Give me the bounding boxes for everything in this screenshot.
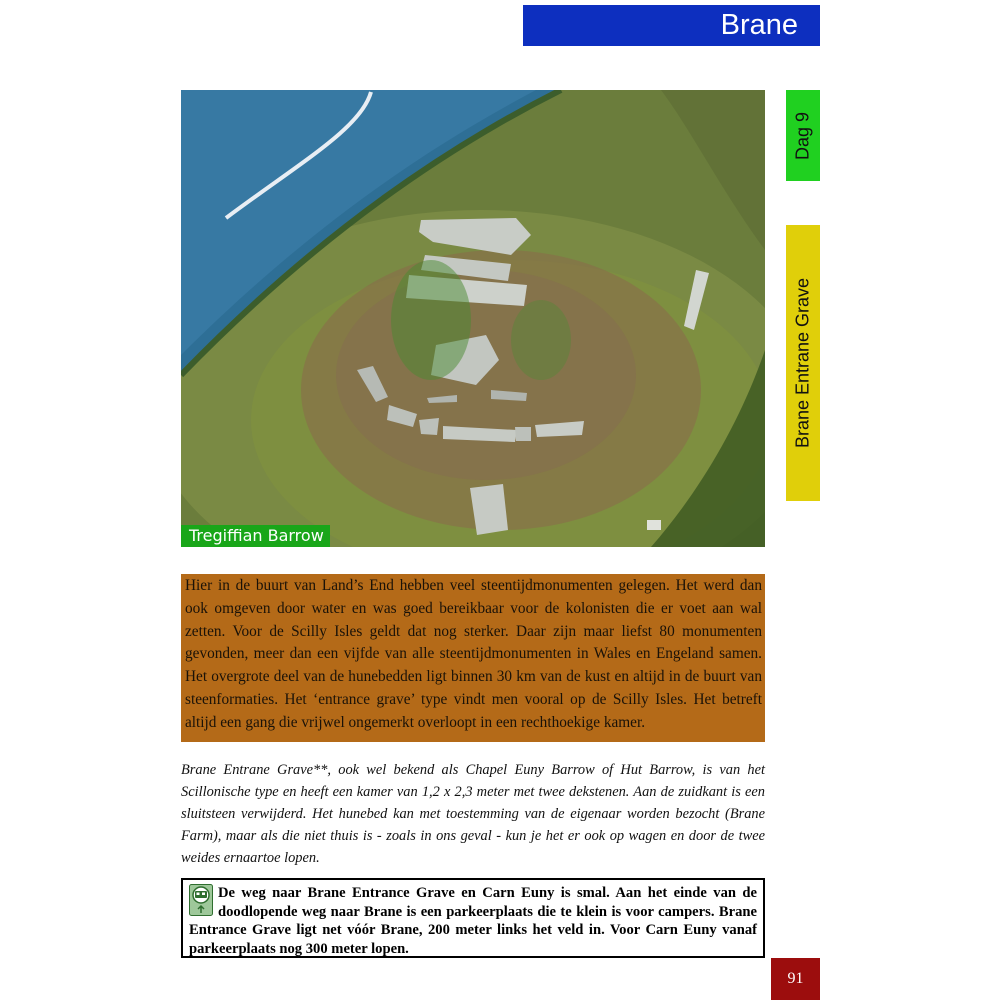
page-title: Brane: [720, 9, 798, 41]
topic-tab: [786, 225, 820, 501]
page-header: [523, 5, 820, 46]
parking-notice: [181, 878, 765, 958]
photo-caption: Tregiffian Barrow: [181, 525, 330, 547]
body-paragraph: Brane Entrane Grave**, ook wel bekend als Chapel Euny Barrow of Hut Barrow, is van het Scillonische type en heeft een kamer van 1,2 x 2,3 meter met twee dekstenen. Aan de zuidkant is een sluitsteen verwijderd. Het hunebed kan met toestemming van de eigenaar worden bezocht (Brane Farm), maar als die niet thuis is - zoals in ons geval - kun je het er ook op wagen en door de twee weides ernaartoe lopen.: [181, 762, 765, 866]
day-tab: [786, 90, 820, 181]
page-number: 91: [771, 958, 820, 1000]
notice-text: De weg naar Brane Entrance Grave en Carn Euny is smal. Aan het einde van de doodlopende weg naar Brane is een parkeerplaats die te klein is voor campers. Brane Entrance Grave ligt net vóór Brane, 200 meter links het veld in. Voor Carn Euny vanaf parkeerplaats nog 300 meter lopen.: [189, 885, 757, 957]
intro-paragraph: Hier in de buurt van Land’s End hebben veel steentijdmonumenten gelegen. Het werd dan ook omgeven door water en was goed bereikbaar voor de kolonisten die er voet aan wal zetten. Voor de Scilly Isles geldt dat nog sterker. Daar zijn maar liefst 80 monumenten gevonden, meer dan een vijfde van alle steentijdmonumenten in Wales en Engeland samen. Het overgrote deel van de hunebedden ligt binnen 30 km van de kust en altijd in de buurt van steenformaties. Het ‘entrance grave’ type vindt men vooral op de Scilly Isles. Het betreft altijd een gang die vrijwel ongemerkt overloopt in een rechthoekige kamer.: [181, 574, 765, 742]
topic-label: Brane Entrane Grave: [792, 277, 813, 449]
day-label: Dag 9: [792, 111, 813, 160]
aerial-photo: [181, 90, 765, 547]
barrow-aerial-image: [181, 90, 765, 547]
camper-parking-icon: [189, 884, 213, 916]
